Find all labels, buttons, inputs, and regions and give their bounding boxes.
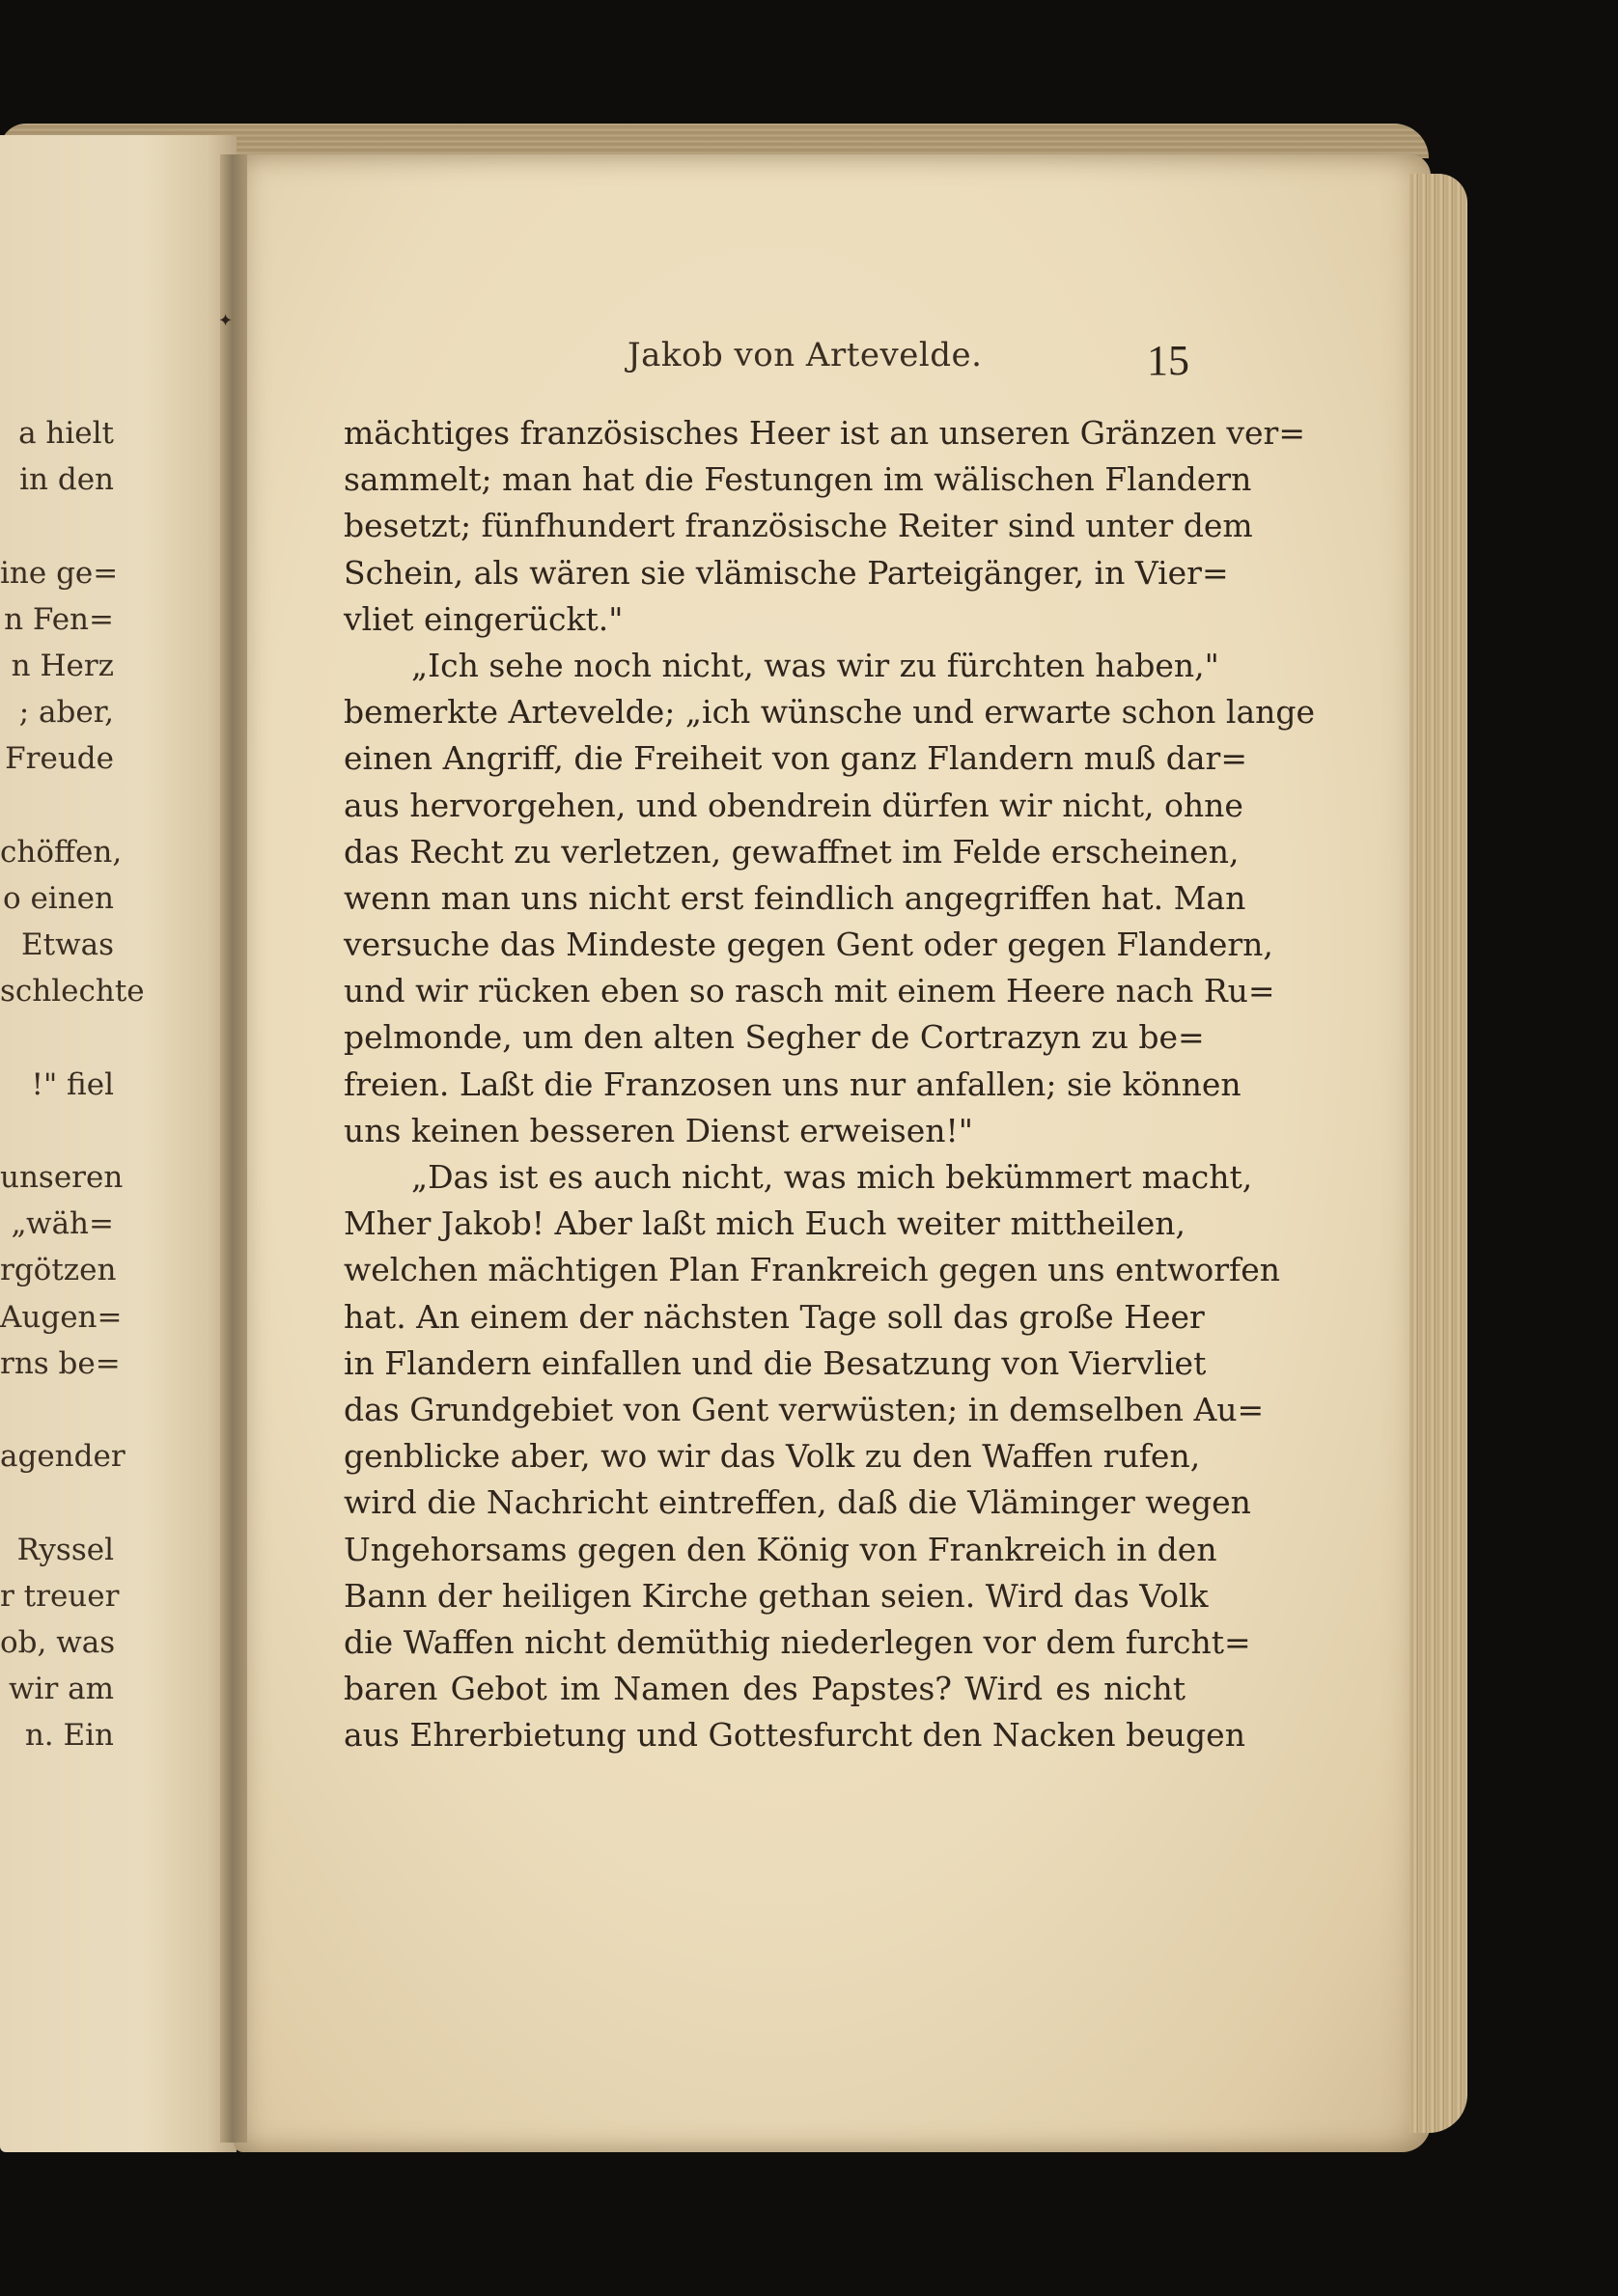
body-line: aus Ehrerbietung und Gottesfurcht den Nacken beugen	[344, 1716, 1245, 1755]
body-line: „Ich sehe noch nicht, was wir zu fürchten haben,"	[411, 646, 1219, 684]
left-page-line: a hielt	[18, 416, 114, 451]
left-page-line: Ryssel	[16, 1532, 114, 1567]
left-page-line: n Fen=	[4, 601, 114, 637]
left-page-line	[0, 1014, 114, 1061]
left-page-line	[0, 1108, 114, 1154]
body-line: und wir rücken eben so rasch mit einem Heere nach Ru=	[344, 972, 1275, 1010]
left-page-line: „wäh=	[11, 1206, 114, 1242]
left-page-line: wir am	[9, 1672, 114, 1707]
left-page-line	[0, 1480, 114, 1526]
body-line: Bann der heiligen Kirche gethan seien. Wird das Volk	[344, 1576, 1209, 1615]
left-page-line: o einen	[2, 880, 114, 916]
body-line: mächtiges französisches Heer ist an unseren Gränzen ver=	[344, 414, 1305, 452]
left-page-line	[0, 503, 114, 549]
body-line: vliet eingerückt."	[344, 599, 624, 638]
body-line: welchen mächtigen Plan Frankreich gegen uns entworfen	[344, 1251, 1281, 1289]
body-line: aus hervorgehen, und obendrein dürfen wir nicht, ohne	[344, 786, 1243, 824]
left-page-line: agender	[0, 1439, 126, 1475]
body-line: das Recht zu verletzen, gewaffnet im Felde erscheinen,	[344, 832, 1240, 871]
left-page-line: Freude	[5, 741, 114, 777]
body-text	[344, 410, 1316, 1758]
running-head: Jakob von Artevelde.	[628, 336, 983, 374]
left-page-line: ; aber,	[18, 695, 114, 731]
gutter-mark: ✦	[218, 311, 234, 331]
left-page-line: ob, was	[0, 1624, 116, 1660]
left-page-line: n Herz	[11, 648, 114, 683]
body-line: Ungehorsams gegen den König von Frankreich in den	[344, 1530, 1217, 1568]
body-line: „Das ist es auch nicht, was mich bekümmert macht,	[411, 1158, 1253, 1196]
body-line: Schein, als wären sie vlämische Parteigänger, in Vier=	[344, 553, 1229, 592]
body-line: baren Gebot im Namen des Papstes? Wird es nicht	[344, 1670, 1186, 1708]
body-line: einen Angriff, die Freiheit von ganz Flandern muß dar=	[344, 739, 1247, 778]
body-line: genblicke aber, wo wir das Volk zu den Waffen rufen,	[344, 1437, 1201, 1476]
left-page-line	[0, 1387, 114, 1433]
left-page-line: schlechte	[0, 974, 145, 1010]
body-line: besetzt; fünfhundert französische Reiter sind unter dem	[344, 507, 1253, 545]
left-page-line: rgötzen	[0, 1253, 117, 1288]
left-page-line: n. Ein	[24, 1718, 114, 1754]
left-page-line: Etwas	[20, 927, 114, 963]
body-line: wird die Nachricht eintreffen, daß die Vläminger wegen	[344, 1483, 1251, 1522]
body-line: hat. An einem der nächsten Tage soll das große Heer	[344, 1297, 1205, 1336]
body-line: Mher Jakob! Aber laßt mich Euch weiter mittheilen,	[344, 1204, 1186, 1243]
body-line: bemerkte Artevelde; „ich wünsche und erwarte schon lange	[344, 693, 1316, 732]
page-number: 15	[1147, 337, 1189, 384]
body-line: freien. Laßt die Franzosen uns nur anfallen; sie können	[344, 1065, 1241, 1103]
body-line: wenn man uns nicht erst feindlich angegriffen hat. Man	[344, 878, 1246, 917]
body-line: versuche das Mindeste gegen Gent oder gegen Flandern,	[344, 926, 1273, 964]
left-page-line: in den	[19, 462, 114, 498]
left-page-line: !" fiel	[31, 1066, 114, 1102]
left-page-line: ine ge=	[0, 555, 119, 591]
left-page-line: rns be=	[0, 1345, 121, 1381]
book-gutter	[220, 154, 247, 2143]
left-page-line: unseren	[0, 1160, 124, 1195]
left-page-text	[0, 410, 145, 1758]
body-line: uns keinen besseren Dienst erweisen!"	[344, 1111, 973, 1149]
left-page-line: chöffen,	[0, 834, 123, 870]
left-page-line: r treuer	[0, 1578, 120, 1614]
left-page-line	[0, 783, 114, 829]
left-page-line: Augen=	[0, 1299, 123, 1335]
body-line: in Flandern einfallen und die Besatzung von Viervliet	[344, 1343, 1207, 1382]
body-line: pelmonde, um den alten Segher de Cortrazyn zu be=	[344, 1018, 1205, 1057]
body-line: sammelt; man hat die Festungen im wälischen Flandern	[344, 460, 1252, 499]
body-line: das Grundgebiet von Gent verwüsten; in demselben Au=	[344, 1390, 1265, 1428]
book-fore-edge	[1409, 174, 1467, 2133]
body-line: die Waffen nicht demüthig niederlegen vor dem furcht=	[344, 1622, 1251, 1661]
